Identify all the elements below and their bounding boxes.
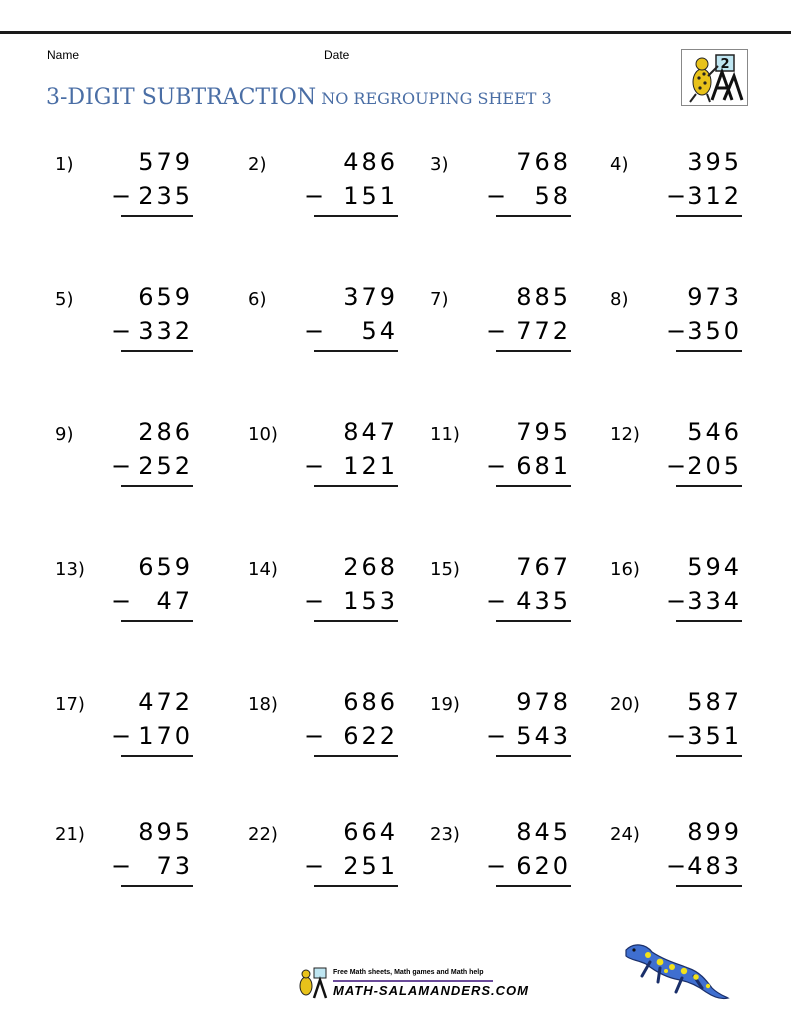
logo-icon xyxy=(682,50,747,105)
subtrahend: 153 xyxy=(343,587,398,615)
worksheet-title xyxy=(46,85,552,110)
minuend: 579 xyxy=(138,148,193,176)
minuend: 795 xyxy=(516,418,571,446)
problem-number: 17) xyxy=(55,694,85,715)
subtrahend: 312 xyxy=(687,182,742,210)
answer-line xyxy=(314,620,398,622)
minuend: 546 xyxy=(687,418,742,446)
subtrahend: 772 xyxy=(516,317,571,345)
problem-17 xyxy=(55,688,193,804)
problem-number: 5) xyxy=(55,289,74,310)
problem-number: 7) xyxy=(430,289,449,310)
minus-sign: − xyxy=(304,317,325,345)
subtrahend: 483 xyxy=(687,852,742,880)
minuend: 978 xyxy=(516,688,571,716)
minus-sign: − xyxy=(111,317,132,345)
minus-sign: − xyxy=(486,182,507,210)
subtrahend: 681 xyxy=(516,452,571,480)
problem-1 xyxy=(55,148,193,264)
subtrahend: 332 xyxy=(138,317,193,345)
minus-sign: − xyxy=(486,452,507,480)
footer-brand: MATH-SALAMANDERS.COM xyxy=(333,983,529,998)
problem-21 xyxy=(55,818,193,934)
minuend: 899 xyxy=(687,818,742,846)
minuend: 659 xyxy=(138,283,193,311)
minus-sign: − xyxy=(666,317,687,345)
problem-number: 3) xyxy=(430,154,449,175)
problem-2 xyxy=(248,148,398,264)
answer-line xyxy=(676,885,742,887)
minus-sign: − xyxy=(666,182,687,210)
answer-line xyxy=(496,485,571,487)
minuend: 895 xyxy=(138,818,193,846)
subtrahend: 121 xyxy=(343,452,398,480)
problem-number: 20) xyxy=(610,694,640,715)
problem-5 xyxy=(55,283,193,399)
answer-line xyxy=(121,485,193,487)
answer-line xyxy=(496,350,571,352)
answer-line xyxy=(314,350,398,352)
answer-line xyxy=(496,885,571,887)
problem-16 xyxy=(610,553,742,669)
footer-tagline: Free Math sheets, Math games and Math help xyxy=(333,969,484,976)
minuend: 379 xyxy=(343,283,398,311)
minuend: 847 xyxy=(343,418,398,446)
minuend: 486 xyxy=(343,148,398,176)
problem-22 xyxy=(248,818,398,934)
minus-sign: − xyxy=(111,852,132,880)
subtrahend: 47 xyxy=(156,587,193,615)
problem-8 xyxy=(610,283,742,399)
problem-number: 10) xyxy=(248,424,278,445)
top-rule xyxy=(0,31,791,34)
problem-20 xyxy=(610,688,742,804)
minus-sign: − xyxy=(486,722,507,750)
minuend: 973 xyxy=(687,283,742,311)
answer-line xyxy=(314,755,398,757)
minuend: 845 xyxy=(516,818,571,846)
minuend: 686 xyxy=(343,688,398,716)
problem-number: 16) xyxy=(610,559,640,580)
problem-19 xyxy=(430,688,571,804)
answer-line xyxy=(121,350,193,352)
minus-sign: − xyxy=(486,317,507,345)
problem-14 xyxy=(248,553,398,669)
answer-line xyxy=(121,755,193,757)
answer-line xyxy=(676,350,742,352)
answer-line xyxy=(496,215,571,217)
subtrahend: 622 xyxy=(343,722,398,750)
minus-sign: − xyxy=(304,182,325,210)
problem-number: 1) xyxy=(55,154,74,175)
minus-sign: − xyxy=(111,182,132,210)
subtrahend: 334 xyxy=(687,587,742,615)
minus-sign: − xyxy=(666,452,687,480)
minus-sign: − xyxy=(486,852,507,880)
answer-line xyxy=(676,620,742,622)
subtrahend: 620 xyxy=(516,852,571,880)
name-label: Name xyxy=(47,48,80,62)
problem-11 xyxy=(430,418,571,534)
problem-number: 8) xyxy=(610,289,629,310)
subtrahend: 205 xyxy=(687,452,742,480)
minuend: 587 xyxy=(687,688,742,716)
salamander-icon xyxy=(620,938,730,1002)
minus-sign: − xyxy=(304,852,325,880)
problem-6 xyxy=(248,283,398,399)
minuend: 472 xyxy=(138,688,193,716)
answer-line xyxy=(496,620,571,622)
answer-line xyxy=(314,215,398,217)
problem-4 xyxy=(610,148,742,264)
minus-sign: − xyxy=(304,452,325,480)
problem-number: 15) xyxy=(430,559,460,580)
problem-number: 18) xyxy=(248,694,278,715)
problem-9 xyxy=(55,418,193,534)
problem-3 xyxy=(430,148,571,264)
subtrahend: 235 xyxy=(138,182,193,210)
footer-logo-icon xyxy=(296,966,330,1000)
minus-sign: − xyxy=(304,722,325,750)
minus-sign: − xyxy=(666,722,687,750)
minuend: 286 xyxy=(138,418,193,446)
problem-number: 12) xyxy=(610,424,640,445)
subtrahend: 58 xyxy=(534,182,571,210)
problem-18 xyxy=(248,688,398,804)
minuend: 885 xyxy=(516,283,571,311)
answer-line xyxy=(121,885,193,887)
problem-13 xyxy=(55,553,193,669)
subtrahend: 151 xyxy=(343,182,398,210)
subtrahend: 54 xyxy=(361,317,398,345)
subtrahend: 170 xyxy=(138,722,193,750)
subtrahend: 252 xyxy=(138,452,193,480)
minus-sign: − xyxy=(486,587,507,615)
answer-line xyxy=(314,885,398,887)
answer-line xyxy=(676,485,742,487)
answer-line xyxy=(121,215,193,217)
date-label: Date xyxy=(324,48,350,62)
problem-24 xyxy=(610,818,742,934)
salamander-logo xyxy=(681,49,748,106)
minus-sign: − xyxy=(111,452,132,480)
minuend: 664 xyxy=(343,818,398,846)
problem-number: 13) xyxy=(55,559,85,580)
footer-rule xyxy=(333,980,493,982)
problem-12 xyxy=(610,418,742,534)
minuend: 767 xyxy=(516,553,571,581)
subtrahend: 251 xyxy=(343,852,398,880)
problem-number: 24) xyxy=(610,824,640,845)
subtrahend: 351 xyxy=(687,722,742,750)
subtrahend: 73 xyxy=(156,852,193,880)
problem-7 xyxy=(430,283,571,399)
answer-line xyxy=(314,485,398,487)
problem-23 xyxy=(430,818,571,934)
title-sub: NO REGROUPING SHEET 3 xyxy=(321,89,552,108)
minuend: 395 xyxy=(687,148,742,176)
minuend: 594 xyxy=(687,553,742,581)
problem-15 xyxy=(430,553,571,669)
subtrahend: 350 xyxy=(687,317,742,345)
problem-10 xyxy=(248,418,398,534)
minus-sign: − xyxy=(666,852,687,880)
problem-number: 9) xyxy=(55,424,74,445)
problem-number: 22) xyxy=(248,824,278,845)
problem-number: 6) xyxy=(248,289,267,310)
answer-line xyxy=(496,755,571,757)
minus-sign: − xyxy=(304,587,325,615)
minuend: 268 xyxy=(343,553,398,581)
minus-sign: − xyxy=(111,722,132,750)
problem-number: 14) xyxy=(248,559,278,580)
minus-sign: − xyxy=(111,587,132,615)
minuend: 659 xyxy=(138,553,193,581)
minus-sign: − xyxy=(666,587,687,615)
title-main: 3-DIGIT SUBTRACTION xyxy=(46,85,317,110)
subtrahend: 435 xyxy=(516,587,571,615)
problem-number: 11) xyxy=(430,424,460,445)
answer-line xyxy=(676,215,742,217)
problem-number: 2) xyxy=(248,154,267,175)
problem-number: 21) xyxy=(55,824,85,845)
problem-number: 4) xyxy=(610,154,629,175)
logo-digit: 2 xyxy=(720,57,730,72)
subtrahend: 543 xyxy=(516,722,571,750)
answer-line xyxy=(676,755,742,757)
answer-line xyxy=(121,620,193,622)
problem-number: 23) xyxy=(430,824,460,845)
problem-number: 19) xyxy=(430,694,460,715)
minuend: 768 xyxy=(516,148,571,176)
